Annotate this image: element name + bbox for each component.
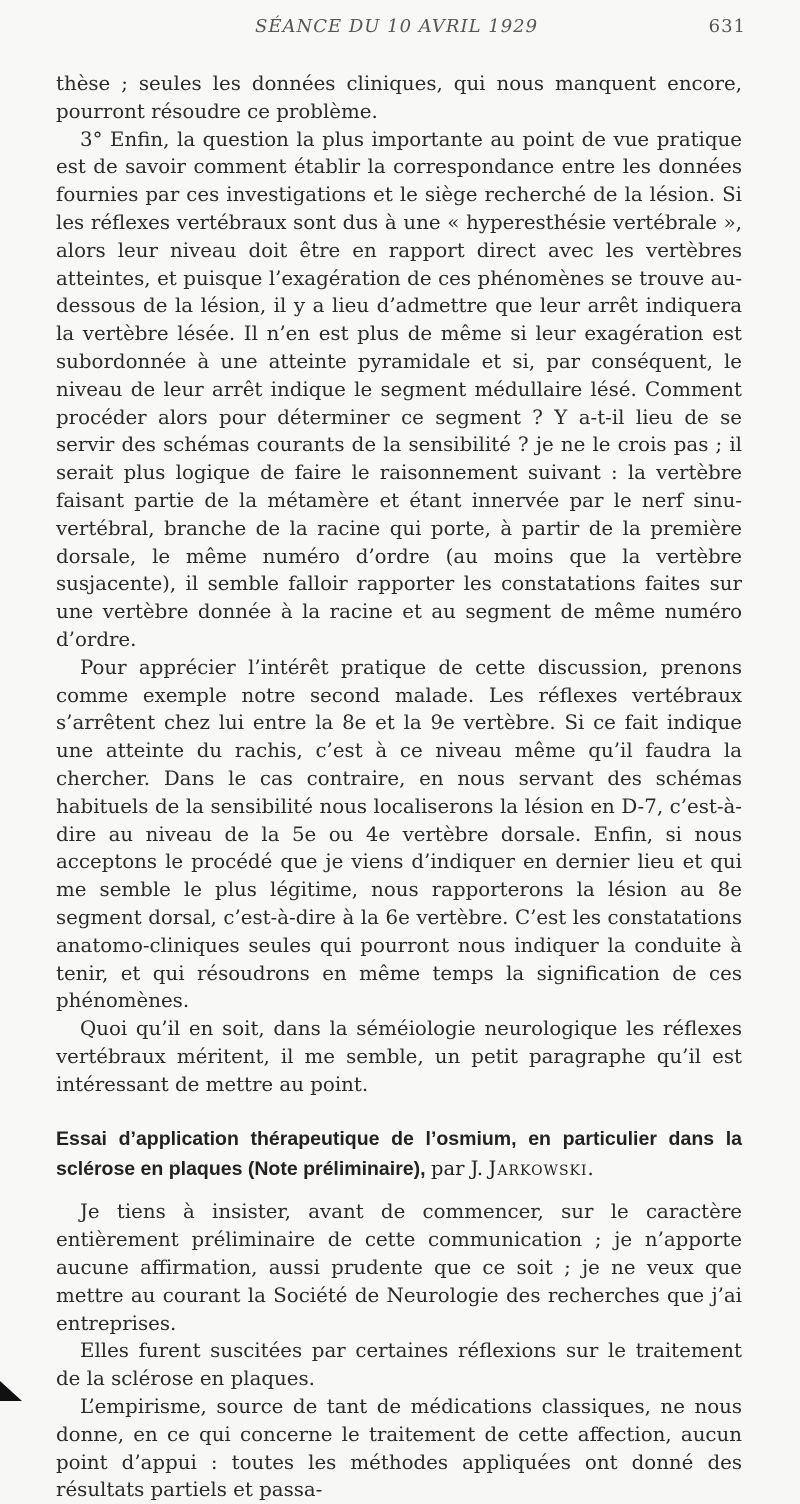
paragraph-4: Quoi qu’il en soit, dans la séméiologie neurologique les réflexes vertébraux méritent, il me semble, un petit paragraphe qu’il est intéressant de mettre au point. xyxy=(56,1017,742,1096)
paragraph-2: 3° Enfin, la question la plus importante au point de vue pratique est de savoir comment établir la correspondance entre les données fournies par ces investigations et le siège recherché de la lésion. Si les réflexes vertébraux sont dus à une « hyperesthésie vertébrale », alors leur niveau doit être en rapport direct avec les vertèbres atteintes, et puisque l’exagération de ces phénomènes se trouve au-dessous de la lésion, il y a lieu d’admettre que leur arrêt indiquera la vertèbre lésée. Il n’en est plus de même si leur exagération est subordonnée à une atteinte pyramidale et si, par conséquent, le niveau de leur arrêt indique le segment médullaire lésé. Comment procéder alors pour déterminer ce segment ? Y a-t-il lieu de se servir des schémas courants de la sensibilité ? je ne le crois pas ; il serait plus logique de faire le raisonnement suivant : la vertèbre faisant partie de la métamère et étant innervée par le nerf sinu-vertébral, branche de la racine qui porte, à partir de la première dorsale, le même numéro d’ordre (au moins que la vertèbre susjacente), il semble falloir rapporter les constatations faites sur une vertèbre donnée à la racine et au segment de même numéro d’ordre. xyxy=(56,127,742,651)
main-text xyxy=(56,70,742,1504)
section-title xyxy=(56,1124,742,1184)
running-head: SÉANCE DU 10 AVRIL 1929 xyxy=(255,16,539,37)
paragraph-7: L’empirisme, source de tant de médications classiques, ne nous donne, en ce qui concerne le traitement de cette affection, aucun point d’appui : toutes les méthodes appliquées ont donné des résultats partiels et passa- xyxy=(56,1395,742,1502)
scan-corner-mark xyxy=(0,1381,22,1401)
page-number: 631 xyxy=(708,16,746,37)
page-header xyxy=(0,16,800,50)
section-author: Jarkowski. xyxy=(488,1157,595,1181)
paragraph-1: thèse ; seules les données cliniques, qui nous manquent encore, pourront résoudre ce problème. xyxy=(56,72,742,123)
paragraph-3: Pour apprécier l’intérêt pratique de cette discussion, prenons comme exemple notre second malade. Les réflexes vertébraux s’arrêtent chez lui entre la 8e et la 9e vertèbre. Si ce fait indique une atteinte du rachis, c’est à ce niveau même qu’il faudra la chercher. Dans le cas contraire, en nous servant des schémas habituels de la sensibilité nous localiserons la lésion en D-7, c’est-à-dire au niveau de la 5e ou 4e vertèbre dorsale. Enfin, si nous acceptons le procédé que je viens d’indiquer en dernier lieu et qui me semble le plus légitime, nous rapporterons la lésion au 8e segment dorsal, c’est-à-dire à la 6e vertèbre. C’est les constatations anatomo-cliniques seules qui pourront nous indiquer la conduite à tenir, et qui résoudrons en même temps la signification de ces phénomènes. xyxy=(56,655,742,1013)
paragraph-6: Elles furent suscitées par certaines réflexions sur le traitement de la sclérose en plaques. xyxy=(56,1339,742,1391)
section-by: par J. xyxy=(430,1157,484,1181)
paragraph-5: Je tiens à insister, avant de commencer, sur le caractère entièrement préliminaire de cette communication ; je n’apporte aucune affirmation, aussi prudente que ce soit ; je ne veux que mettre au courant la Société de Neurologie des recherches que j’ai entreprises. xyxy=(56,1200,742,1335)
section-title-text: Essai d’application thérapeutique de l’osmium, en particulier dans la sclérose en plaques (Note préliminaire), xyxy=(56,1128,742,1181)
